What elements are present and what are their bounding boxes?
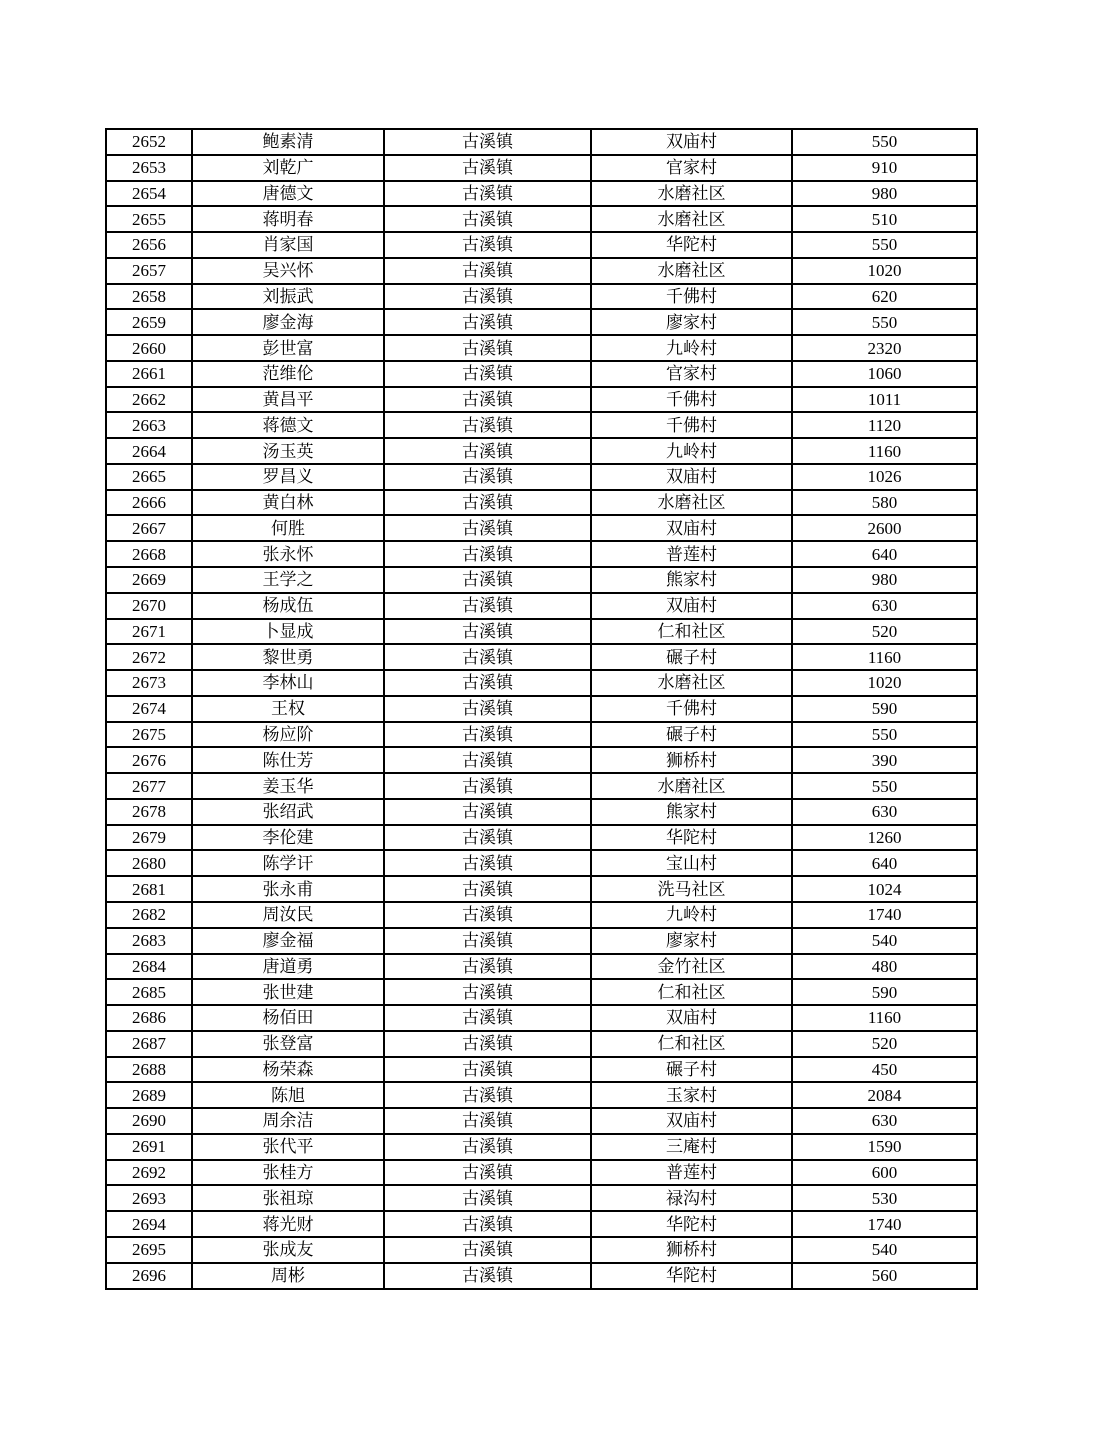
cell-amount: 520: [792, 619, 977, 645]
cell-person-name: 黎世勇: [192, 644, 384, 670]
cell-sequence-number: 2689: [106, 1082, 192, 1108]
cell-person-name: 蒋明春: [192, 206, 384, 232]
cell-village: 碾子村: [591, 722, 792, 748]
cell-person-name: 张永甫: [192, 876, 384, 902]
cell-village: 仁和社区: [591, 979, 792, 1005]
table-row: [106, 284, 977, 310]
cell-village: 双庙村: [591, 515, 792, 541]
table-row: [106, 773, 977, 799]
cell-person-name: 肖家国: [192, 232, 384, 258]
cell-sequence-number: 2677: [106, 773, 192, 799]
table-row: [106, 747, 977, 773]
cell-town: 古溪镇: [384, 155, 591, 181]
cell-person-name: 周余洁: [192, 1108, 384, 1134]
cell-sequence-number: 2683: [106, 928, 192, 954]
cell-town: 古溪镇: [384, 541, 591, 567]
cell-sequence-number: 2666: [106, 490, 192, 516]
cell-village: 熊家村: [591, 567, 792, 593]
cell-person-name: 张永怀: [192, 541, 384, 567]
cell-sequence-number: 2684: [106, 954, 192, 980]
cell-sequence-number: 2687: [106, 1031, 192, 1057]
table-row: [106, 1185, 977, 1211]
cell-amount: 1160: [792, 644, 977, 670]
cell-village: 千佛村: [591, 696, 792, 722]
cell-village: 仁和社区: [591, 619, 792, 645]
cell-sequence-number: 2663: [106, 412, 192, 438]
cell-sequence-number: 2690: [106, 1108, 192, 1134]
cell-person-name: 杨佰田: [192, 1005, 384, 1031]
cell-amount: 510: [792, 206, 977, 232]
roster-table-body: [106, 129, 977, 1289]
cell-amount: 450: [792, 1057, 977, 1083]
cell-amount: 550: [792, 129, 977, 155]
cell-person-name: 罗昌义: [192, 464, 384, 490]
table-row: [106, 181, 977, 207]
cell-person-name: 周汝民: [192, 902, 384, 928]
table-row: [106, 361, 977, 387]
cell-amount: 590: [792, 696, 977, 722]
cell-town: 古溪镇: [384, 928, 591, 954]
cell-amount: 1740: [792, 1211, 977, 1237]
cell-person-name: 李伦建: [192, 825, 384, 851]
cell-person-name: 卜显成: [192, 619, 384, 645]
cell-town: 古溪镇: [384, 876, 591, 902]
cell-village: 官家村: [591, 155, 792, 181]
cell-sequence-number: 2681: [106, 876, 192, 902]
table-row: [106, 954, 977, 980]
table-row: [106, 464, 977, 490]
cell-town: 古溪镇: [384, 1263, 591, 1289]
cell-amount: 1590: [792, 1134, 977, 1160]
cell-village: 双庙村: [591, 1108, 792, 1134]
cell-village: 玉家村: [591, 1082, 792, 1108]
cell-person-name: 蒋光财: [192, 1211, 384, 1237]
cell-person-name: 蒋德文: [192, 412, 384, 438]
cell-amount: 540: [792, 928, 977, 954]
cell-person-name: 黄白林: [192, 490, 384, 516]
table-row: [106, 1082, 977, 1108]
cell-amount: 560: [792, 1263, 977, 1289]
cell-amount: 550: [792, 232, 977, 258]
table-row: [106, 1263, 977, 1289]
cell-town: 古溪镇: [384, 129, 591, 155]
cell-sequence-number: 2680: [106, 850, 192, 876]
cell-person-name: 张成友: [192, 1237, 384, 1263]
cell-town: 古溪镇: [384, 619, 591, 645]
cell-person-name: 杨成伍: [192, 593, 384, 619]
cell-village: 碾子村: [591, 644, 792, 670]
cell-amount: 1160: [792, 438, 977, 464]
cell-town: 古溪镇: [384, 593, 591, 619]
cell-village: 千佛村: [591, 284, 792, 310]
cell-town: 古溪镇: [384, 1185, 591, 1211]
cell-village: 水磨社区: [591, 490, 792, 516]
cell-person-name: 张绍武: [192, 799, 384, 825]
cell-village: 廖家村: [591, 928, 792, 954]
table-row: [106, 593, 977, 619]
cell-amount: 550: [792, 309, 977, 335]
cell-town: 古溪镇: [384, 670, 591, 696]
cell-amount: 2084: [792, 1082, 977, 1108]
cell-village: 水磨社区: [591, 670, 792, 696]
cell-town: 古溪镇: [384, 902, 591, 928]
cell-village: 熊家村: [591, 799, 792, 825]
cell-sequence-number: 2693: [106, 1185, 192, 1211]
cell-amount: 1060: [792, 361, 977, 387]
table-row: [106, 670, 977, 696]
cell-amount: 1011: [792, 387, 977, 413]
cell-town: 古溪镇: [384, 722, 591, 748]
cell-amount: 1020: [792, 670, 977, 696]
cell-village: 仁和社区: [591, 1031, 792, 1057]
cell-person-name: 张登富: [192, 1031, 384, 1057]
cell-person-name: 廖金海: [192, 309, 384, 335]
cell-town: 古溪镇: [384, 567, 591, 593]
table-row: [106, 850, 977, 876]
cell-person-name: 李林山: [192, 670, 384, 696]
cell-sequence-number: 2682: [106, 902, 192, 928]
table-row: [106, 902, 977, 928]
cell-amount: 910: [792, 155, 977, 181]
cell-amount: 550: [792, 722, 977, 748]
cell-sequence-number: 2673: [106, 670, 192, 696]
cell-sequence-number: 2659: [106, 309, 192, 335]
cell-sequence-number: 2658: [106, 284, 192, 310]
table-row: [106, 567, 977, 593]
cell-town: 古溪镇: [384, 850, 591, 876]
table-row: [106, 644, 977, 670]
cell-town: 古溪镇: [384, 1237, 591, 1263]
cell-sequence-number: 2696: [106, 1263, 192, 1289]
cell-village: 双庙村: [591, 1005, 792, 1031]
cell-town: 古溪镇: [384, 644, 591, 670]
cell-village: 千佛村: [591, 387, 792, 413]
cell-person-name: 刘振武: [192, 284, 384, 310]
cell-amount: 390: [792, 747, 977, 773]
cell-person-name: 张桂方: [192, 1160, 384, 1186]
cell-village: 水磨社区: [591, 181, 792, 207]
cell-town: 古溪镇: [384, 979, 591, 1005]
cell-village: 华陀村: [591, 1211, 792, 1237]
cell-town: 古溪镇: [384, 696, 591, 722]
cell-town: 古溪镇: [384, 490, 591, 516]
cell-sequence-number: 2667: [106, 515, 192, 541]
cell-town: 古溪镇: [384, 1108, 591, 1134]
table-row: [106, 438, 977, 464]
cell-amount: 1026: [792, 464, 977, 490]
cell-town: 古溪镇: [384, 206, 591, 232]
cell-town: 古溪镇: [384, 515, 591, 541]
cell-person-name: 姜玉华: [192, 773, 384, 799]
cell-town: 古溪镇: [384, 1057, 591, 1083]
cell-sequence-number: 2672: [106, 644, 192, 670]
cell-town: 古溪镇: [384, 464, 591, 490]
cell-village: 九岭村: [591, 902, 792, 928]
cell-person-name: 唐道勇: [192, 954, 384, 980]
cell-person-name: 黄昌平: [192, 387, 384, 413]
table-row: [106, 155, 977, 181]
table-row: [106, 541, 977, 567]
cell-amount: 480: [792, 954, 977, 980]
cell-sequence-number: 2661: [106, 361, 192, 387]
cell-town: 古溪镇: [384, 1005, 591, 1031]
cell-town: 古溪镇: [384, 1134, 591, 1160]
cell-amount: 1740: [792, 902, 977, 928]
table-row: [106, 825, 977, 851]
cell-amount: 590: [792, 979, 977, 1005]
cell-village: 普莲村: [591, 1160, 792, 1186]
document-page: [105, 128, 978, 1290]
cell-amount: 620: [792, 284, 977, 310]
table-row: [106, 335, 977, 361]
cell-village: 狮桥村: [591, 1237, 792, 1263]
cell-person-name: 张代平: [192, 1134, 384, 1160]
cell-sequence-number: 2657: [106, 258, 192, 284]
table-row: [106, 309, 977, 335]
cell-amount: 600: [792, 1160, 977, 1186]
cell-town: 古溪镇: [384, 258, 591, 284]
cell-village: 水磨社区: [591, 258, 792, 284]
table-row: [106, 1005, 977, 1031]
cell-person-name: 范维伦: [192, 361, 384, 387]
cell-town: 古溪镇: [384, 387, 591, 413]
table-row: [106, 1160, 977, 1186]
cell-amount: 580: [792, 490, 977, 516]
cell-sequence-number: 2679: [106, 825, 192, 851]
cell-sequence-number: 2669: [106, 567, 192, 593]
table-row: [106, 722, 977, 748]
table-row: [106, 1237, 977, 1263]
cell-village: 双庙村: [591, 129, 792, 155]
cell-village: 狮桥村: [591, 747, 792, 773]
cell-person-name: 陈旭: [192, 1082, 384, 1108]
cell-sequence-number: 2694: [106, 1211, 192, 1237]
cell-town: 古溪镇: [384, 232, 591, 258]
cell-amount: 980: [792, 567, 977, 593]
cell-village: 三庵村: [591, 1134, 792, 1160]
cell-village: 宝山村: [591, 850, 792, 876]
table-row: [106, 799, 977, 825]
cell-person-name: 何胜: [192, 515, 384, 541]
cell-town: 古溪镇: [384, 1211, 591, 1237]
table-row: [106, 206, 977, 232]
cell-amount: 1020: [792, 258, 977, 284]
cell-sequence-number: 2678: [106, 799, 192, 825]
cell-person-name: 王权: [192, 696, 384, 722]
cell-town: 古溪镇: [384, 438, 591, 464]
table-row: [106, 258, 977, 284]
cell-amount: 1160: [792, 1005, 977, 1031]
cell-village: 水磨社区: [591, 206, 792, 232]
cell-sequence-number: 2671: [106, 619, 192, 645]
roster-table: [105, 128, 978, 1290]
cell-village: 双庙村: [591, 593, 792, 619]
cell-sequence-number: 2675: [106, 722, 192, 748]
cell-sequence-number: 2695: [106, 1237, 192, 1263]
table-row: [106, 1031, 977, 1057]
cell-amount: 550: [792, 773, 977, 799]
cell-sequence-number: 2660: [106, 335, 192, 361]
table-row: [106, 1108, 977, 1134]
cell-amount: 520: [792, 1031, 977, 1057]
cell-sequence-number: 2670: [106, 593, 192, 619]
table-row: [106, 490, 977, 516]
table-row: [106, 232, 977, 258]
table-row: [106, 412, 977, 438]
cell-amount: 1260: [792, 825, 977, 851]
cell-village: 华陀村: [591, 1263, 792, 1289]
cell-sequence-number: 2685: [106, 979, 192, 1005]
cell-town: 古溪镇: [384, 799, 591, 825]
cell-amount: 2600: [792, 515, 977, 541]
cell-sequence-number: 2653: [106, 155, 192, 181]
table-row: [106, 696, 977, 722]
cell-sequence-number: 2656: [106, 232, 192, 258]
cell-village: 官家村: [591, 361, 792, 387]
cell-town: 古溪镇: [384, 1082, 591, 1108]
table-row: [106, 1057, 977, 1083]
cell-sequence-number: 2665: [106, 464, 192, 490]
cell-village: 廖家村: [591, 309, 792, 335]
cell-town: 古溪镇: [384, 335, 591, 361]
cell-sequence-number: 2676: [106, 747, 192, 773]
cell-sequence-number: 2686: [106, 1005, 192, 1031]
cell-town: 古溪镇: [384, 773, 591, 799]
cell-person-name: 汤玉英: [192, 438, 384, 464]
table-row: [106, 129, 977, 155]
cell-village: 华陀村: [591, 825, 792, 851]
cell-amount: 1120: [792, 412, 977, 438]
cell-village: 千佛村: [591, 412, 792, 438]
cell-village: 九岭村: [591, 438, 792, 464]
cell-sequence-number: 2664: [106, 438, 192, 464]
cell-town: 古溪镇: [384, 284, 591, 310]
table-row: [106, 1134, 977, 1160]
cell-person-name: 吴兴怀: [192, 258, 384, 284]
table-row: [106, 979, 977, 1005]
cell-person-name: 唐德文: [192, 181, 384, 207]
cell-village: 禄沟村: [591, 1185, 792, 1211]
cell-town: 古溪镇: [384, 361, 591, 387]
table-row: [106, 1211, 977, 1237]
cell-town: 古溪镇: [384, 309, 591, 335]
cell-person-name: 刘乾广: [192, 155, 384, 181]
cell-amount: 630: [792, 799, 977, 825]
cell-person-name: 王学之: [192, 567, 384, 593]
table-row: [106, 619, 977, 645]
cell-amount: 630: [792, 1108, 977, 1134]
cell-town: 古溪镇: [384, 747, 591, 773]
cell-village: 金竹社区: [591, 954, 792, 980]
cell-village: 水磨社区: [591, 773, 792, 799]
cell-amount: 2320: [792, 335, 977, 361]
cell-village: 碾子村: [591, 1057, 792, 1083]
cell-person-name: 杨应阶: [192, 722, 384, 748]
cell-amount: 540: [792, 1237, 977, 1263]
cell-village: 普莲村: [591, 541, 792, 567]
cell-person-name: 陈学讦: [192, 850, 384, 876]
cell-sequence-number: 2691: [106, 1134, 192, 1160]
cell-village: 双庙村: [591, 464, 792, 490]
table-row: [106, 387, 977, 413]
cell-sequence-number: 2652: [106, 129, 192, 155]
cell-person-name: 彭世富: [192, 335, 384, 361]
cell-person-name: 张祖琼: [192, 1185, 384, 1211]
cell-sequence-number: 2655: [106, 206, 192, 232]
cell-village: 洗马社区: [591, 876, 792, 902]
cell-sequence-number: 2688: [106, 1057, 192, 1083]
cell-town: 古溪镇: [384, 181, 591, 207]
table-row: [106, 928, 977, 954]
cell-person-name: 周彬: [192, 1263, 384, 1289]
cell-person-name: 杨荣森: [192, 1057, 384, 1083]
cell-town: 古溪镇: [384, 412, 591, 438]
cell-village: 华陀村: [591, 232, 792, 258]
table-row: [106, 876, 977, 902]
cell-sequence-number: 2668: [106, 541, 192, 567]
cell-town: 古溪镇: [384, 1031, 591, 1057]
cell-person-name: 陈仕芳: [192, 747, 384, 773]
cell-amount: 980: [792, 181, 977, 207]
cell-amount: 630: [792, 593, 977, 619]
cell-amount: 530: [792, 1185, 977, 1211]
cell-amount: 640: [792, 541, 977, 567]
cell-sequence-number: 2692: [106, 1160, 192, 1186]
cell-sequence-number: 2654: [106, 181, 192, 207]
cell-town: 古溪镇: [384, 1160, 591, 1186]
cell-sequence-number: 2662: [106, 387, 192, 413]
cell-town: 古溪镇: [384, 825, 591, 851]
cell-person-name: 鲍素清: [192, 129, 384, 155]
table-row: [106, 515, 977, 541]
cell-amount: 1024: [792, 876, 977, 902]
cell-amount: 640: [792, 850, 977, 876]
cell-person-name: 张世建: [192, 979, 384, 1005]
cell-village: 九岭村: [591, 335, 792, 361]
cell-sequence-number: 2674: [106, 696, 192, 722]
cell-person-name: 廖金福: [192, 928, 384, 954]
cell-town: 古溪镇: [384, 954, 591, 980]
